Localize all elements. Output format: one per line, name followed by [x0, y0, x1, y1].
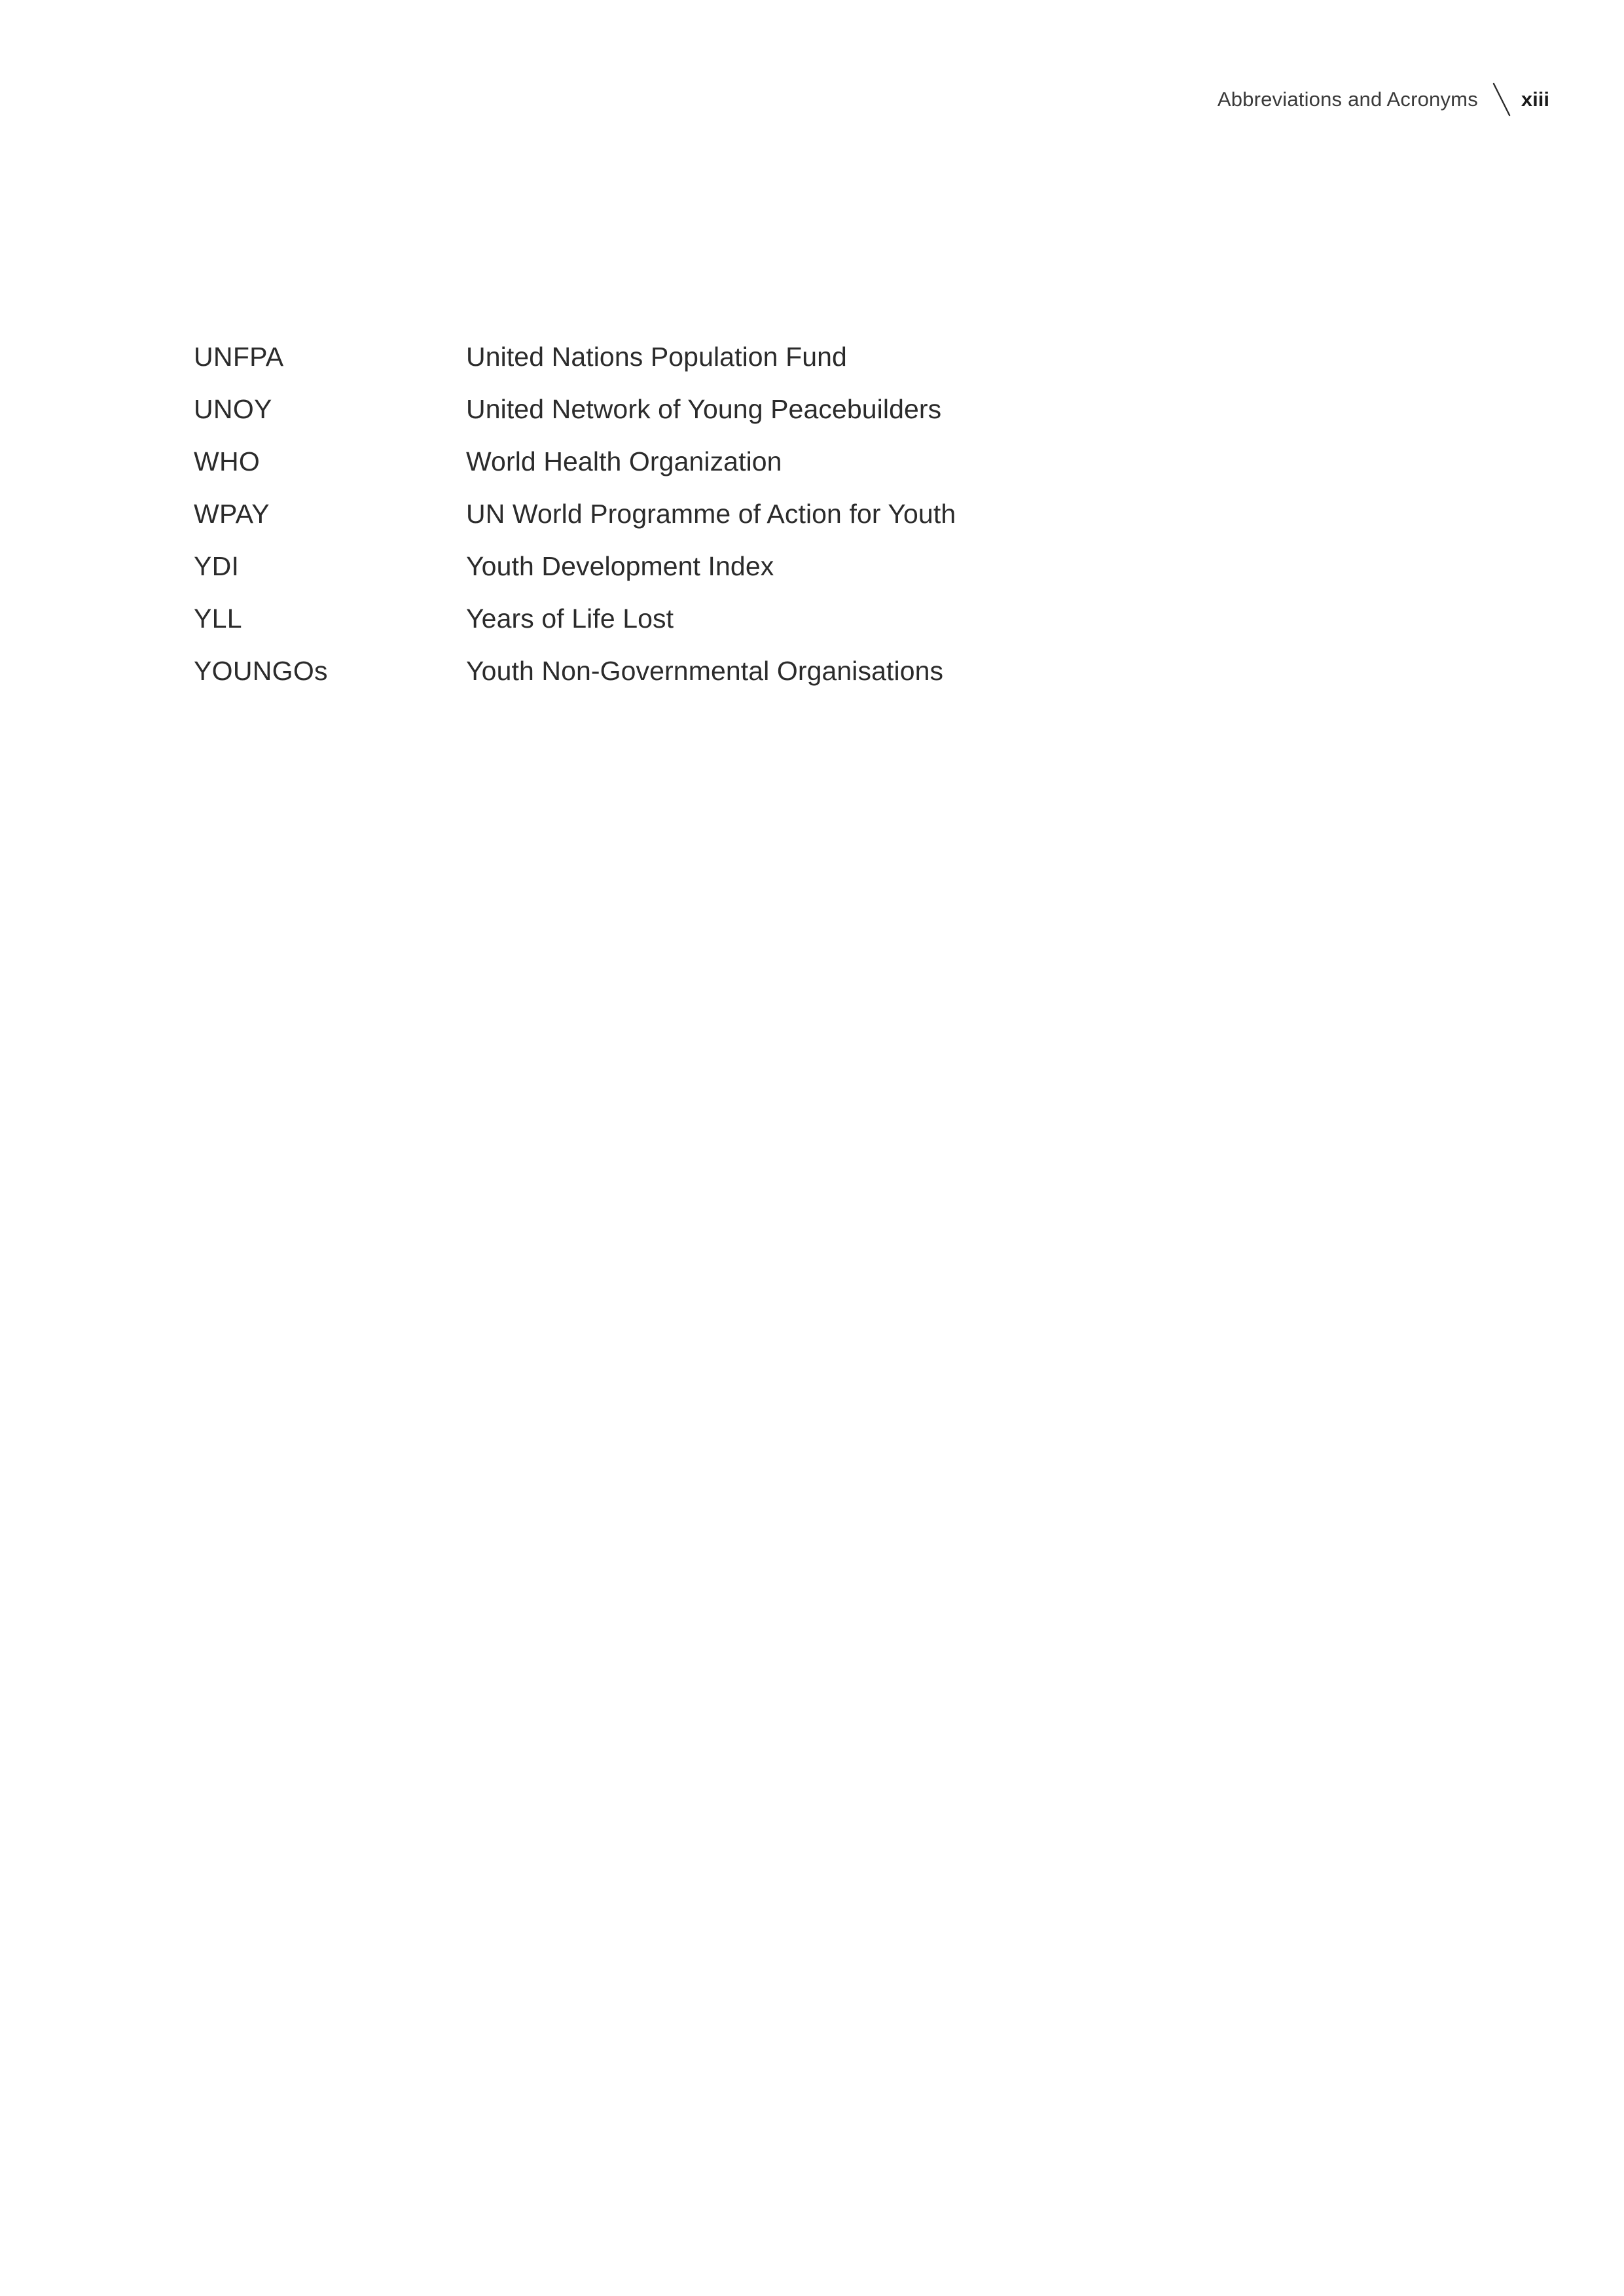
- acronym-row: [194, 551, 1307, 603]
- backslash-divider-icon: [1490, 81, 1513, 118]
- acronym-term: UNFPA: [194, 342, 284, 372]
- acronym-row: [194, 342, 1307, 394]
- acronym-term: YLL: [194, 603, 242, 634]
- acronym-term: WHO: [194, 446, 261, 476]
- acronym-row: [194, 499, 1307, 551]
- section-title: Abbreviations and Acronyms: [1217, 88, 1478, 111]
- acronym-definition: World Health Organization: [466, 446, 782, 476]
- acronym-row: [194, 603, 1307, 656]
- acronym-row: [194, 656, 1307, 708]
- acronym-definition: UN World Programme of Action for Youth: [466, 499, 956, 529]
- acronym-definition: Years of Life Lost: [466, 603, 674, 634]
- running-header: [1218, 80, 1549, 119]
- acronym-row: [194, 446, 1307, 499]
- page-number: xiii: [1521, 88, 1549, 111]
- acronym-definition: United Nations Population Fund: [466, 342, 847, 372]
- acronym-definition: Youth Development Index: [466, 551, 774, 581]
- acronym-term: YDI: [194, 551, 240, 581]
- acronym-term: UNOY: [194, 394, 272, 424]
- acronym-row: [194, 394, 1307, 446]
- acronym-term: WPAY: [194, 499, 270, 529]
- acronym-list: [194, 342, 1307, 708]
- acronym-definition: Youth Non-Governmental Organisations: [466, 656, 944, 686]
- acronym-definition: United Network of Young Peacebuilders: [466, 394, 942, 424]
- acronym-term: YOUNGOs: [194, 656, 328, 686]
